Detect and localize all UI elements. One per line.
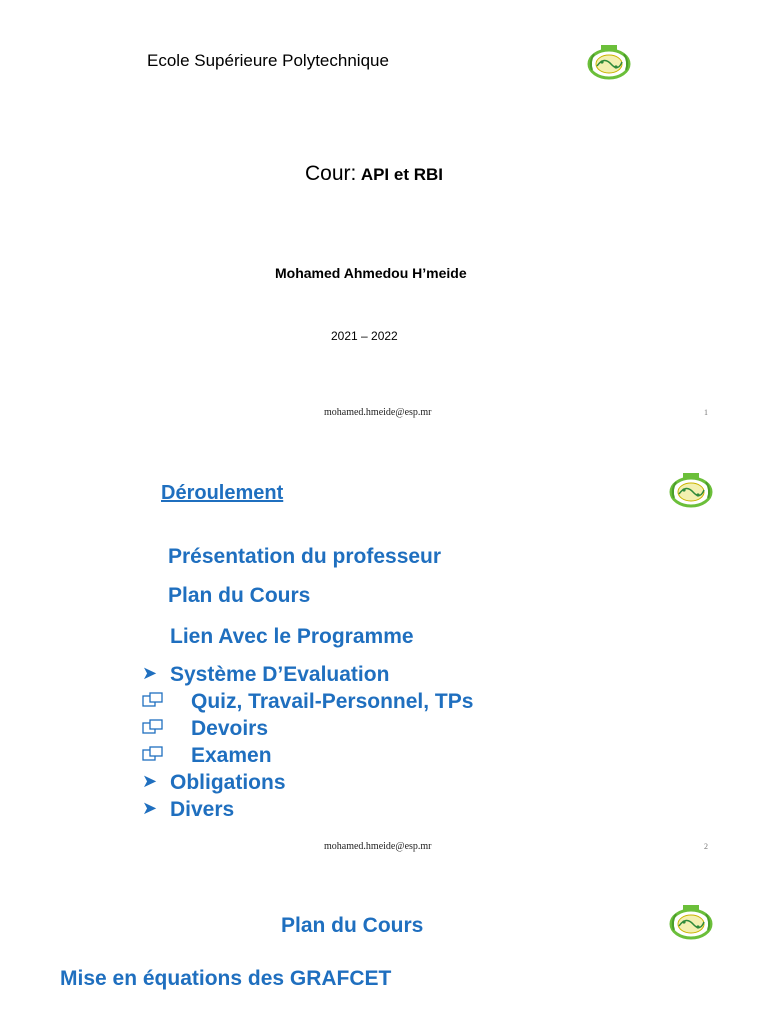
list-item: Quiz, Travail-Personnel, TPs	[191, 690, 474, 713]
checkbox-bullet-icon	[142, 692, 164, 708]
list-item: Présentation du professeur	[168, 545, 442, 568]
checkbox-bullet-icon	[142, 719, 164, 735]
course-title	[305, 162, 443, 186]
page-number: 1	[704, 408, 708, 417]
school-name: Ecole Supérieure Polytechnique	[147, 51, 389, 70]
list-item: Devoirs	[191, 717, 269, 740]
course-name: API et RBI	[360, 165, 443, 184]
list-item: Divers	[170, 798, 235, 821]
author-name: Mohamed Ahmedou H’meide	[275, 265, 467, 281]
footer-email: mohamed.hmeide@esp.mr	[324, 407, 432, 418]
page-number: 2	[704, 842, 708, 851]
slide-subtitle: Mise en équations des GRAFCET	[60, 967, 392, 990]
esp-logo-icon	[668, 900, 714, 940]
academic-year: 2021 – 2022	[331, 329, 398, 343]
list-item: Plan du Cours	[168, 584, 311, 607]
list-item: Lien Avec le Programme	[170, 625, 414, 648]
esp-logo-icon	[586, 40, 632, 80]
list-item: Obligations	[170, 771, 286, 794]
slide-title: Plan du Cours	[281, 914, 424, 937]
course-prefix: Cour:	[305, 162, 357, 185]
arrow-bullet-icon: ➤	[142, 663, 158, 683]
list-item: Système D’Evaluation	[170, 663, 390, 686]
arrow-bullet-icon: ➤	[142, 798, 158, 818]
list-item: Examen	[191, 744, 272, 767]
slide-title: Déroulement	[161, 482, 284, 504]
footer-email: mohamed.hmeide@esp.mr	[324, 841, 432, 852]
esp-logo-icon	[668, 468, 714, 508]
checkbox-bullet-icon	[142, 746, 164, 762]
arrow-bullet-icon: ➤	[142, 771, 158, 791]
